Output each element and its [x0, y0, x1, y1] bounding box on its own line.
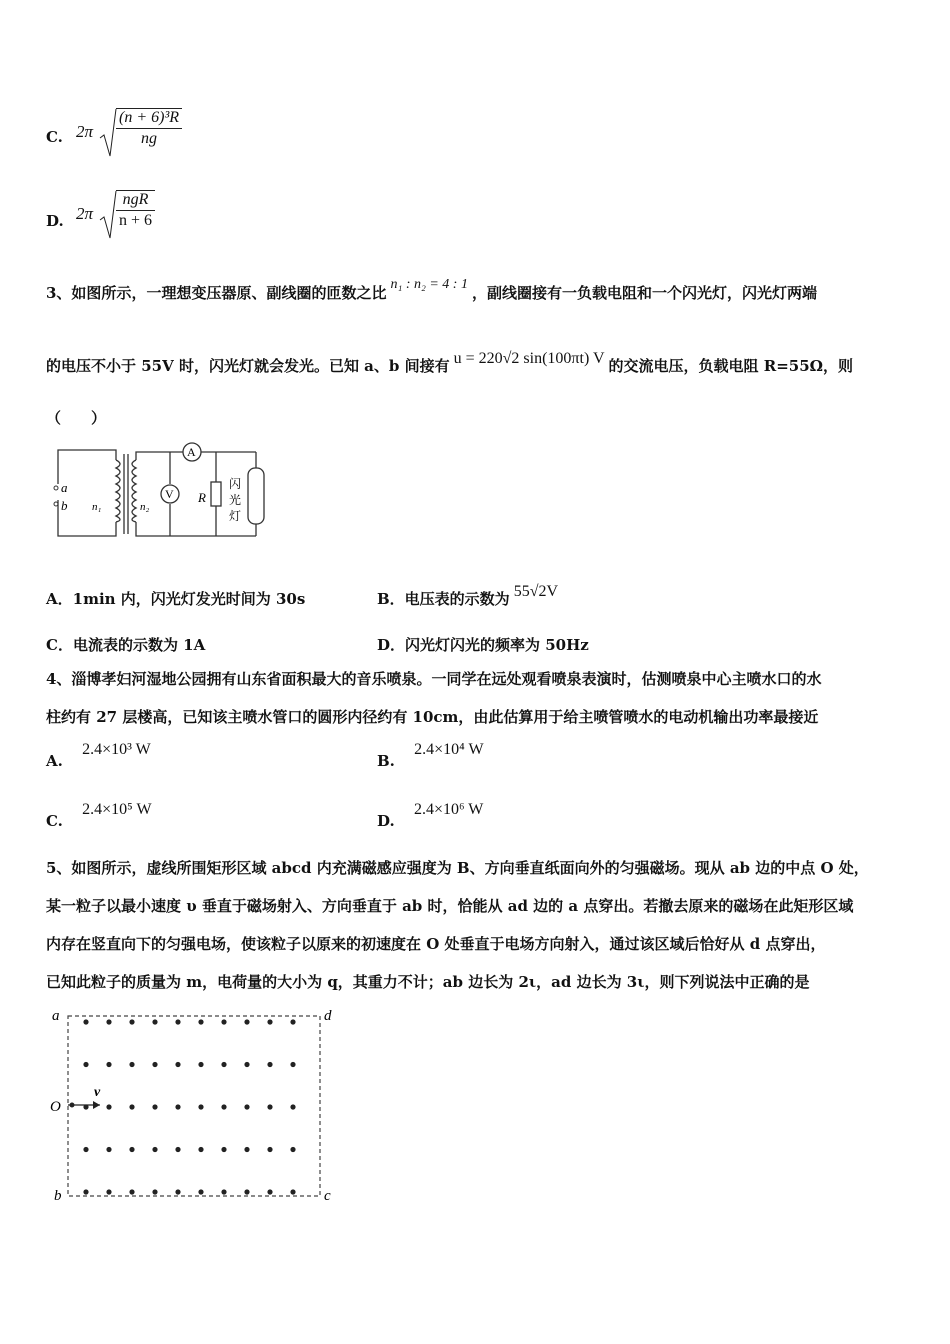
option-label: C. — [46, 128, 63, 146]
field-dot — [152, 1019, 157, 1024]
sqrt-sign — [98, 190, 118, 242]
denominator: ng — [141, 130, 158, 147]
q3-option-c[interactable]: C．电流表的示数为 1A — [46, 636, 206, 654]
q5-line-4: 已知此粒子的质量为 m，电荷量的大小为 q，其重力不计；ab 边长为 2ι，ad 边长为 3ι，则下列说法中正确的是 — [46, 973, 810, 991]
field-dot — [290, 1189, 295, 1194]
text: ，副线圈接有一负载电阻和一个闪光灯，闪光灯两端 — [471, 284, 817, 302]
q3-option-d[interactable]: D．闪光灯闪光的频率为 50Hz — [377, 636, 589, 654]
field-dot — [152, 1062, 157, 1067]
field-dot — [198, 1147, 203, 1152]
lamp-label-2: 光 — [229, 493, 242, 507]
field-dot — [129, 1189, 134, 1194]
lamp-label-3: 灯 — [229, 509, 242, 523]
resistor-label: R — [198, 490, 206, 505]
field-dot — [83, 1019, 88, 1024]
point-o-label: O — [50, 1099, 61, 1115]
field-dot — [175, 1019, 180, 1024]
option-label: D. — [46, 212, 64, 230]
field-dot — [267, 1147, 272, 1152]
velocity-label: v — [94, 1085, 101, 1100]
fraction — [116, 190, 155, 230]
field-dot — [221, 1104, 226, 1109]
magnetic-field-figure — [44, 1004, 344, 1204]
q4-option-b[interactable] — [377, 740, 484, 770]
q3-option-a[interactable]: A．1min 内，闪光灯发光时间为 30s — [46, 590, 306, 608]
field-dot — [129, 1104, 134, 1109]
field-dot — [175, 1104, 180, 1109]
q4-line-1: 4、淄博孝妇河湿地公园拥有山东省面积最大的音乐喷泉。一同学在远处观看喷泉表演时，估测喷泉中心主喷水口的水 — [46, 670, 822, 688]
field-dot — [175, 1062, 180, 1067]
numerator: (n + 6)³R — [116, 109, 182, 129]
option-label: A. — [46, 752, 63, 770]
field-dot — [290, 1147, 295, 1152]
field-dot — [290, 1062, 295, 1067]
field-dot — [221, 1062, 226, 1067]
option-text: B．电压表的示数为 — [377, 590, 510, 608]
ammeter-label: A — [187, 445, 196, 459]
voltage-expression: u = 220√2 sin(100πt) V — [453, 350, 605, 367]
field-dot — [290, 1019, 295, 1024]
q4-option-c[interactable] — [46, 800, 152, 830]
transformer-circuit-figure — [44, 440, 284, 540]
text: 3、如图所示，一理想变压器原、副线圈的匝数之比 — [46, 284, 387, 302]
option-value: 2.4×10³ W — [82, 741, 151, 758]
corner-d-label: d — [324, 1008, 332, 1024]
field-dot — [129, 1062, 134, 1067]
n1-label: n₁ — [92, 501, 102, 513]
q5-line-3: 内存在竖直向下的匀强电场，使该粒子以原来的初速度在 O 处垂直于电场方向射入，通过该区域后恰好从 d 点穿出， — [46, 935, 826, 953]
lamp-label-1: 闪 — [229, 477, 242, 491]
option-label: D. — [377, 812, 395, 830]
field-dot — [221, 1189, 226, 1194]
field-dot — [152, 1147, 157, 1152]
field-dot — [267, 1104, 272, 1109]
field-dot — [83, 1189, 88, 1194]
coefficient: 2π — [76, 122, 94, 141]
field-dot — [221, 1019, 226, 1024]
field-dot — [152, 1104, 157, 1109]
field-dot — [244, 1147, 249, 1152]
option-label: C. — [46, 812, 63, 830]
corner-a-label: a — [52, 1008, 60, 1024]
q4-option-d[interactable] — [377, 800, 484, 830]
field-dot — [244, 1104, 249, 1109]
field-dot — [290, 1104, 295, 1109]
fraction — [116, 108, 182, 148]
q3-line-1 — [46, 277, 817, 303]
terminal-a-label: a — [61, 480, 68, 495]
field-dot — [106, 1147, 111, 1152]
text: 的电压不小于 55V 时，闪光灯就会发光。已知 a、b 间接有 — [46, 357, 450, 375]
terminal-b-label: b — [61, 498, 68, 513]
field-dot — [244, 1062, 249, 1067]
field-dot — [221, 1147, 226, 1152]
field-dot — [198, 1189, 203, 1194]
turns-ratio: n₁ : n₂ = 4 : 1 — [390, 277, 468, 292]
corner-b-label: b — [54, 1188, 62, 1204]
voltmeter-label: V — [165, 487, 174, 501]
q3-answer-paren: （ ） — [46, 409, 107, 427]
field-dot — [129, 1019, 134, 1024]
option-label: B. — [377, 752, 395, 770]
field-dot — [267, 1019, 272, 1024]
q5-line-1: 5、如图所示，虚线所围矩形区域 abcd 内充满磁感应强度为 B、方向垂直纸面向外的匀强磁场。现从 ab 边的中点 O 处， — [46, 859, 869, 877]
field-dot — [106, 1062, 111, 1067]
field-dot — [244, 1189, 249, 1194]
sqrt-sign — [98, 108, 118, 160]
field-dot — [244, 1019, 249, 1024]
field-dot — [83, 1062, 88, 1067]
field-dot — [198, 1019, 203, 1024]
field-dot — [267, 1189, 272, 1194]
text: 的交流电压，负载电阻 R=55Ω，则 — [608, 357, 854, 375]
denominator: n + 6 — [119, 212, 153, 229]
field-dot — [83, 1147, 88, 1152]
corner-c-label: c — [324, 1188, 331, 1204]
q3-line-2 — [46, 350, 854, 376]
field-dot — [152, 1189, 157, 1194]
option-value: 2.4×10⁵ W — [82, 801, 152, 818]
q4-line-2: 柱约有 27 层楼高，已知该主喷水管口的圆形内径约有 10cm，由此估算用于给主喷管喷水的电动机输出功率最接近 — [46, 708, 819, 726]
n2-label: n₂ — [140, 501, 150, 513]
numerator: ngR — [116, 191, 155, 211]
field-dot — [129, 1147, 134, 1152]
q3-option-b[interactable] — [377, 580, 559, 608]
field-dot — [175, 1147, 180, 1152]
field-dot — [198, 1104, 203, 1109]
q5-line-2: 某一粒子以最小速度 υ 垂直于磁场射入、方向垂直于 ab 时，恰能从 ad 边的 a 点穿出。若撤去原来的磁场在此矩形区域 — [46, 897, 854, 915]
field-dot — [175, 1189, 180, 1194]
field-dot — [106, 1189, 111, 1194]
option-value: 2.4×10⁶ W — [413, 801, 484, 818]
field-dot — [198, 1062, 203, 1067]
option-value: 55√2V — [513, 583, 559, 600]
coefficient: 2π — [76, 204, 94, 223]
field-dot — [267, 1062, 272, 1067]
field-dot — [106, 1019, 111, 1024]
q4-option-a[interactable] — [46, 740, 151, 770]
field-dot — [106, 1104, 111, 1109]
option-value: 2.4×10⁴ W — [414, 741, 484, 758]
